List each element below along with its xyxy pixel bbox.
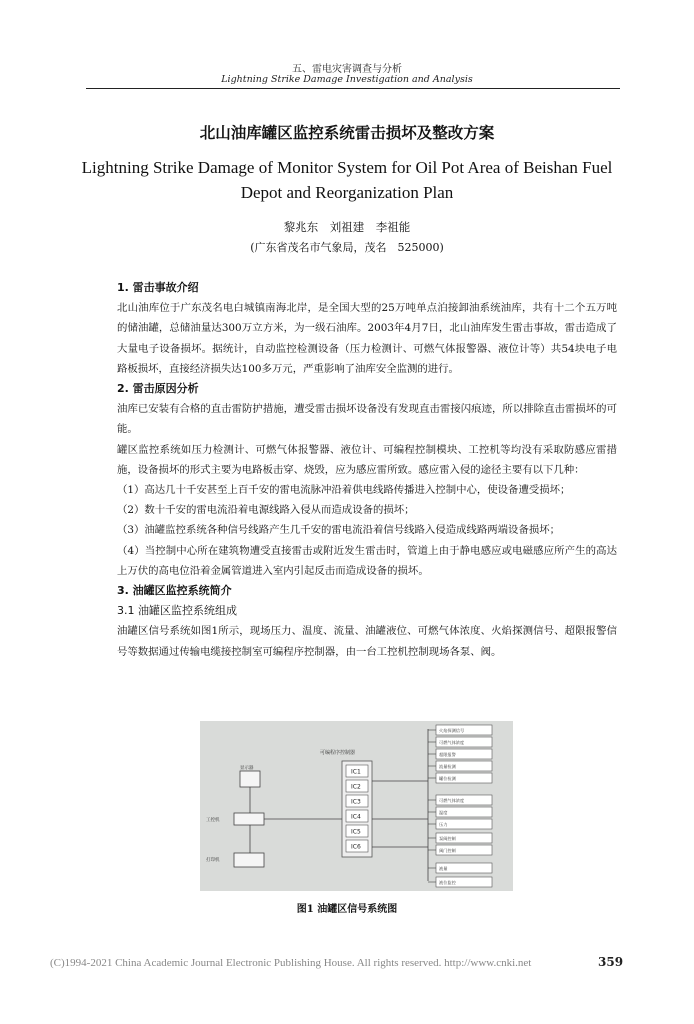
section-2-item-1: （1）高达几十千安甚至上百千安的雷电流脉冲沿着供电线路传播进入控制中心，使设备遭受损坏； [117, 484, 571, 497]
plc-module-label: IC4 [351, 813, 361, 821]
authors: 黎兆东 刘祖建 李祖能 [283, 220, 411, 234]
monitor-icon [240, 771, 260, 787]
plc-module-label: IC5 [351, 828, 361, 836]
signal-box-label: 超限报警 [439, 752, 456, 757]
plc-module-label: IC6 [351, 843, 361, 851]
signal-box-label: 泵阀控制 [439, 836, 456, 841]
signal-box-label: 阀门控制 [439, 848, 456, 853]
plc-module-label: IC3 [351, 798, 361, 806]
equipment-label: 打印机 [206, 858, 220, 863]
equipment-label: 显示器 [240, 766, 254, 771]
section-2-heading: 2. 雷击原因分析 [117, 382, 199, 396]
section-2-item-2: （2）数十千安的雷电流沿着电源线路入侵从而造成设备的损坏； [117, 504, 415, 517]
section-1-paragraph: 北山油库位于广东茂名电白城镇南海北岸，是全国大型的25万吨单点泊接卸油系统油库，共有十二个五万吨的储油罐，总储油量达300万立方米，为一级石油库。2003年4月7日，北山油库发生雷击事故，雷击造成了大量电子设备损坏。据统计，自动监控检测设备（压力检测计、可燃气体报警器、液位计等）共54块电子电路板损坏，直接经济损失达100多万元，严重影响了油库安全监测的进行。 [117, 302, 617, 375]
section-2-paragraph-2: 罐区监控系统如压力检测计、可燃气体报警器、液位计、可编程控制模块、工控机等均没有采取防感应雷措施，设备损坏的形式主要为电路板击穿、烧毁，应为感应雷所致。感应雷入侵的途径主要有以下几种： [117, 443, 617, 476]
figure-1 [200, 721, 513, 891]
section-3-1-heading: 3.1 油罐区监控系统组成 [117, 604, 237, 618]
equipment-label: 工控机 [206, 818, 220, 823]
header-rule [86, 88, 620, 89]
signal-box-label: 液位监控 [439, 880, 456, 885]
figure-caption: 图1 油罐区信号系统图 [296, 904, 398, 915]
plc-label: 可编程序控制器 [320, 750, 356, 756]
running-header-en: Lightning Strike Damage Investigation and Analysis [221, 74, 473, 85]
section-1-heading: 1. 雷击事故介绍 [117, 281, 199, 294]
signal-box-label: 液量 [439, 866, 448, 871]
signal-box-label: 火焰探测信号 [439, 728, 465, 733]
section-2-paragraph-1: 油库已安装有合格的直击雷防护措施，遭受雷击损坏设备没有发现直击雷接闪痕迹，所以排除直击雷损坏的可能。 [117, 403, 617, 436]
section-3-heading: 3. 油罐区监控系统简介 [117, 584, 232, 598]
page-number: 359 [598, 955, 624, 969]
signal-box-label: 压力 [439, 822, 448, 827]
plc-module-label: IC2 [351, 783, 361, 791]
signal-box-label: 温度 [439, 810, 448, 815]
paper-title-en: Lightning Strike Damage of Monitor System for Oil Pot Area of Beishan Fuel Depot and Reorganization Plan [81, 158, 613, 202]
section-2-item-3: （3）油罐监控系统各种信号线路产生几千安的雷电流沿着信号线路入侵造成线路两端设备损坏； [117, 524, 561, 537]
section-3-1-paragraph: 油罐区信号系统如图1所示，现场压力、温度、流量、油罐液位、可燃气体浓度、火焰探测信号、超限报警信号等数据通过传输电缆接控制室可编程序控制器，由一台工控机控制现场各泵、阀。 [117, 625, 617, 658]
printer-icon [234, 853, 264, 867]
signal-box-label: 可燃气体浓度 [439, 740, 465, 745]
signal-box-label: 罐位检测 [439, 776, 456, 781]
article-body [117, 278, 617, 662]
signal-box-label: 流量检测 [439, 764, 456, 769]
signal-box-label: 可燃气体浓度 [439, 798, 465, 803]
copyright-footer: (C)1994-2021 China Academic Journal Electronic Publishing House. All rights reserved. http://www.cnki.net [50, 957, 532, 969]
section-2-item-4: （4）当控制中心所在建筑物遭受直接雷击或附近发生雷击时，管道上由于静电感应或电磁感应所产生的高达上万伏的高电位沿着金属管道进入室内引起反击而造成设备的损坏。 [117, 544, 617, 577]
paper-title-zh: 北山油库罐区监控系统雷击损坏及整改方案 [199, 124, 495, 142]
plc-module-label: IC1 [351, 768, 361, 776]
affiliation: (广东省茂名市气象局，茂名 525000) [250, 241, 444, 254]
running-header-zh: 五、雷电灾害调查与分析 [292, 64, 402, 75]
industrial-pc-icon [234, 813, 264, 825]
signal-system-diagram [200, 721, 513, 891]
